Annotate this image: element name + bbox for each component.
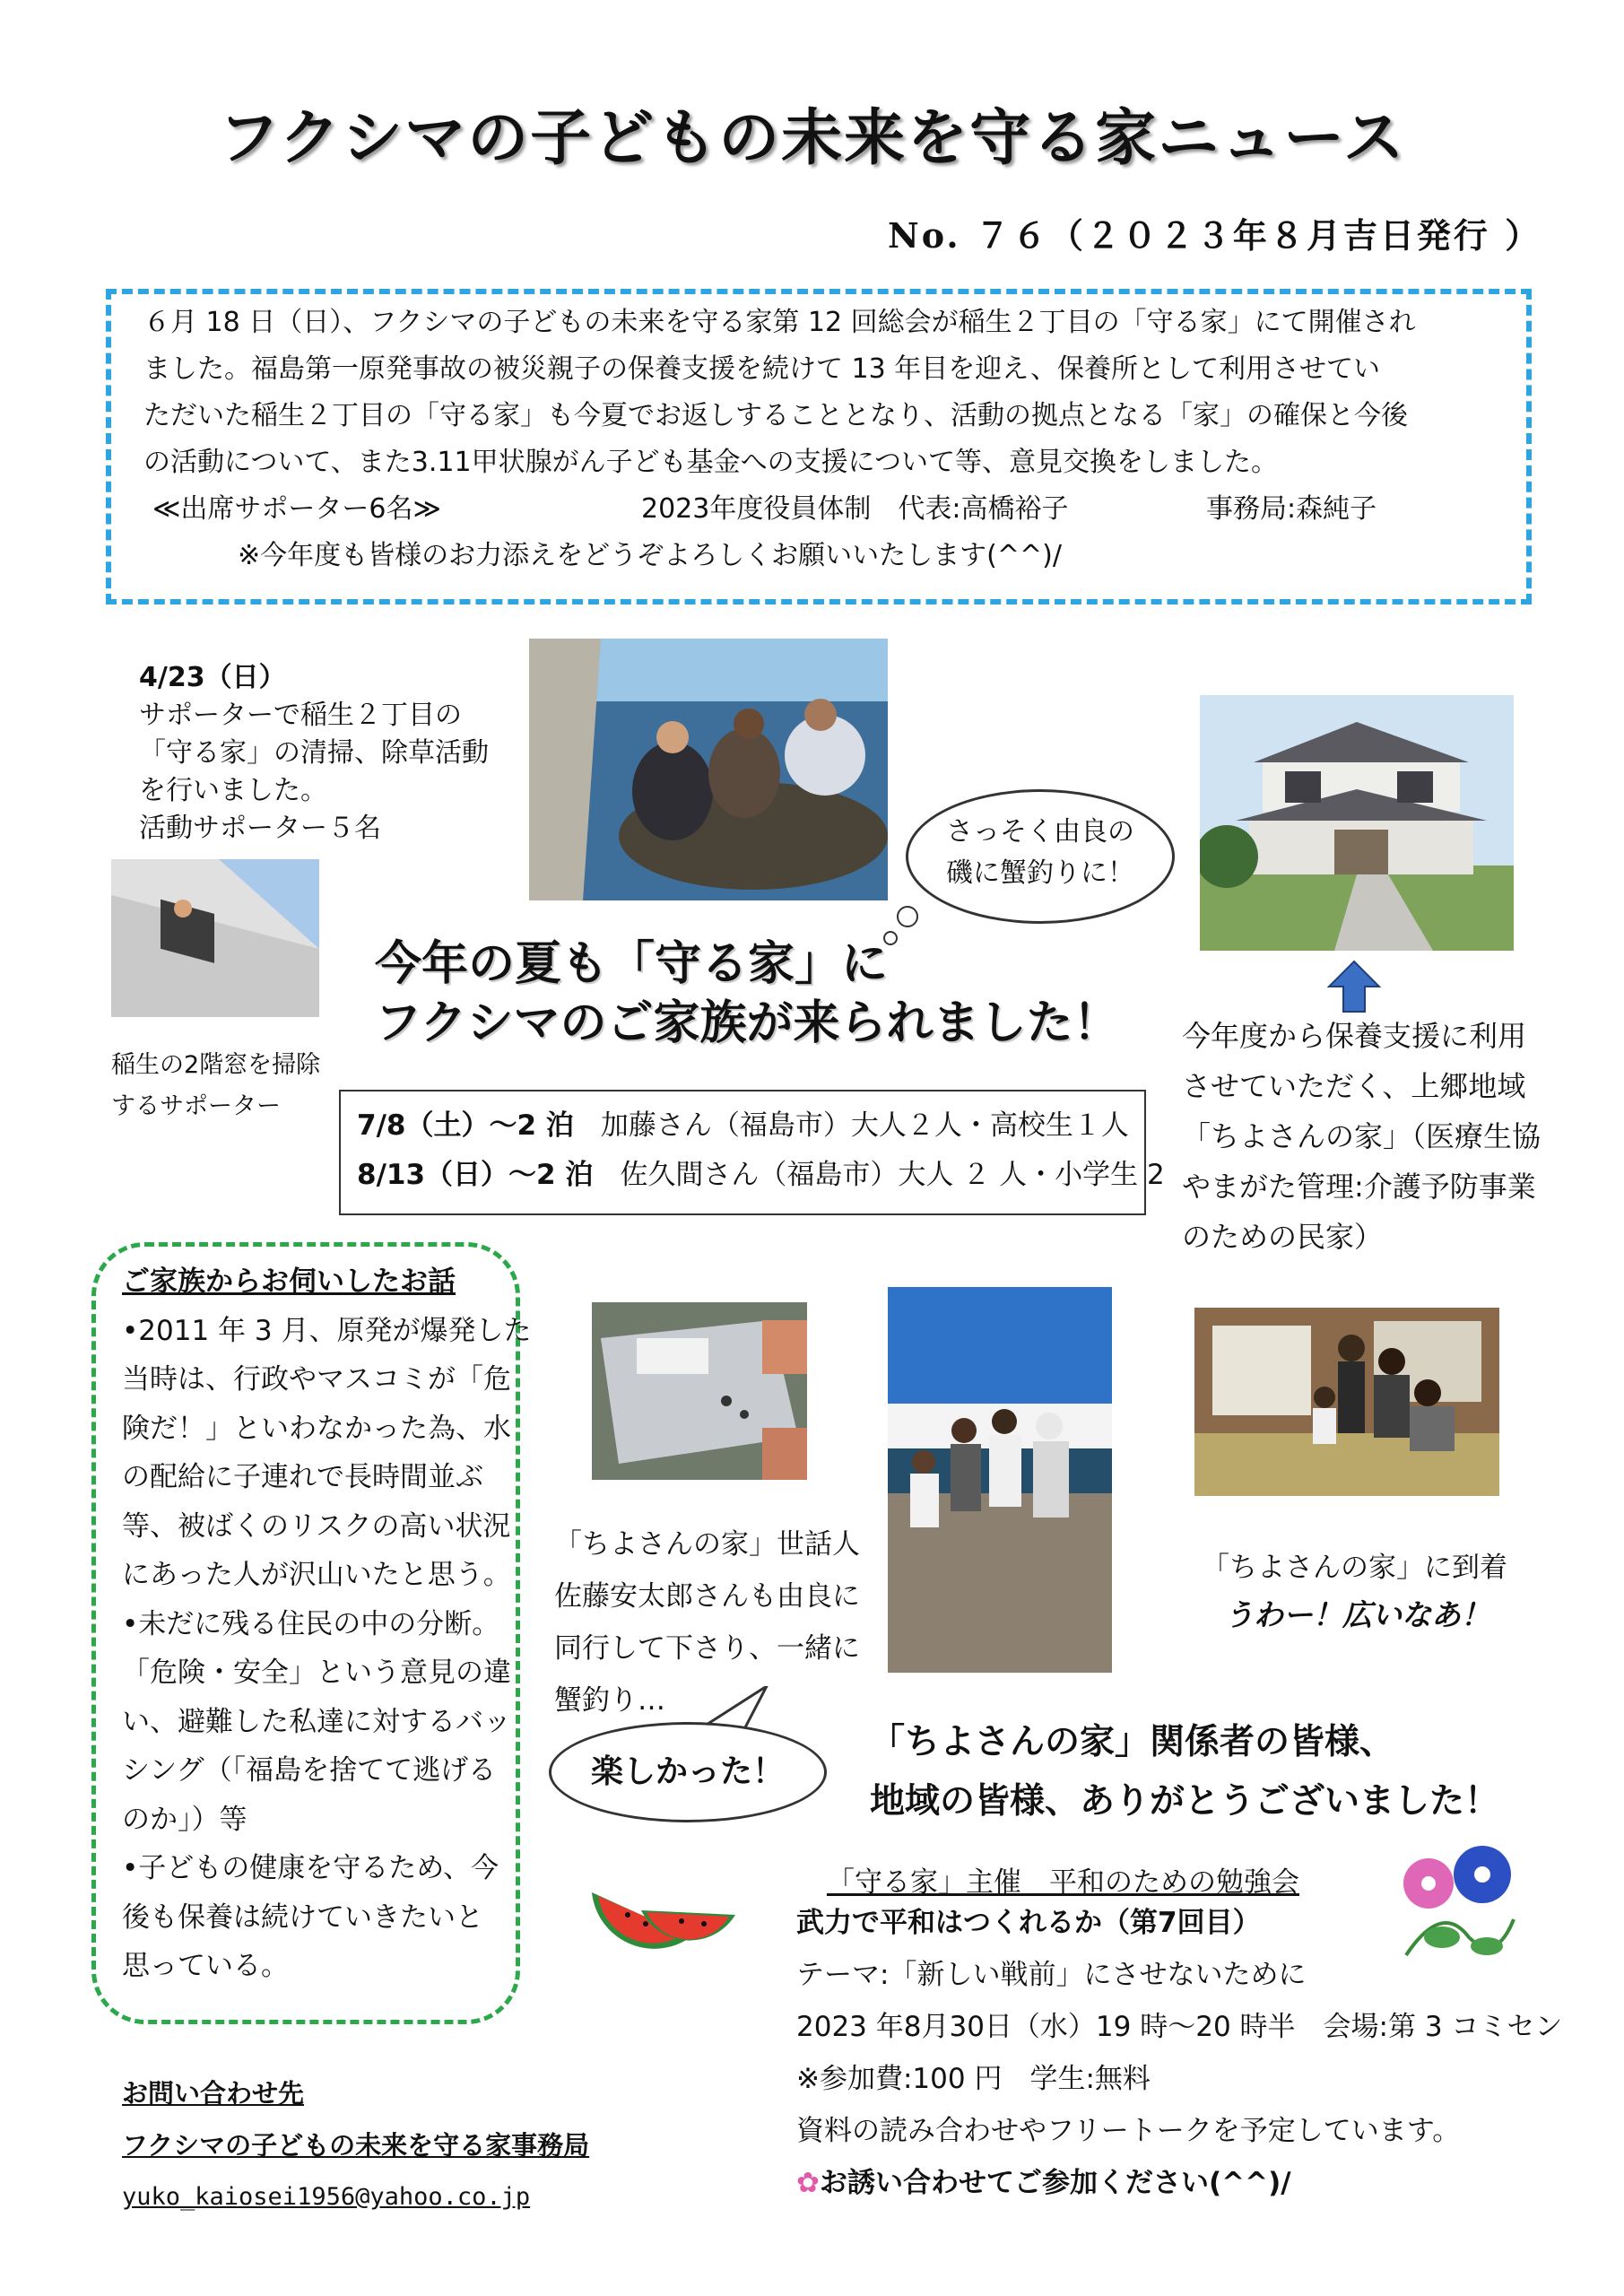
story-line: •子どもの健康を守るため、今 — [122, 1852, 499, 1884]
study-theme: テーマ:「新しい戦前」にさせないために — [796, 1959, 1307, 1991]
story-line: •未だに残る住民の中の分断。 — [122, 1607, 500, 1640]
caption-line: やまがた管理:介護予防事業 — [1182, 1170, 1536, 1204]
stay-detail: 佐久間さん（福島市）大人 ２ 人・小学生 2 — [620, 1159, 1165, 1191]
story-line: にあった人が沢山いたと思う。 — [122, 1559, 511, 1591]
intro-line: ６月 18 日（日）、フクシマの子どもの未来を守る家第 12 回総会が稲生２丁目の「守る家」にて開催され — [143, 307, 1416, 338]
study-details — [796, 1897, 1562, 2209]
flower-icon: ✿ — [796, 2167, 820, 2199]
story-line: シング（「福島を捨てて逃げる — [122, 1754, 497, 1787]
caption-line: させていただく、上郷地域 — [1182, 1069, 1526, 1103]
summer-headline — [375, 935, 1119, 1053]
story-line: 険だ！」といわなかった為、水 — [122, 1412, 511, 1445]
up-arrow-icon — [1327, 960, 1381, 1017]
study-invite-row — [796, 2157, 1562, 2209]
caption-line: するサポーター — [111, 1092, 281, 1120]
family-story — [122, 1257, 531, 1991]
study-header — [827, 1859, 1299, 1900]
newsletter-title: フクシマの子どもの未来を守る家ニュース — [218, 102, 1406, 174]
study-title: 武力で平和はつくれるか（第7回目） — [796, 1907, 1261, 1939]
story-line: •2011 年 3 月、原発が爆発した — [122, 1314, 532, 1347]
study-header-text: 「守る家」主催 平和のための勉強会 — [827, 1866, 1299, 1899]
cloud-tail — [897, 906, 918, 927]
story-line: 後も保養は続けていきたいと — [122, 1900, 483, 1934]
thanks-line: 「ちよさんの家」関係者の皆様、 — [870, 1722, 1395, 1762]
story-line: い、避難した私達に対するバッ — [122, 1705, 511, 1738]
caption-line: 「ちよさんの家」（医療生協 — [1182, 1119, 1541, 1153]
headline-line: フクシマのご家族が来られました！ — [375, 996, 1120, 1050]
story-line: 思っている。 — [122, 1950, 289, 1982]
thanks-line: 地域の皆様、ありがとうございました！ — [870, 1781, 1500, 1822]
group-seaside-photo — [888, 1287, 1112, 1673]
stay-row — [357, 1101, 1165, 1151]
watermelon-icon — [587, 1874, 740, 1968]
caption-line: 佐藤安太郎さんも由良に — [554, 1580, 860, 1613]
thanks-message — [870, 1713, 1499, 1831]
caption-line: のための民家） — [1182, 1220, 1384, 1254]
caption-line: 稲生の2階窓を掃除 — [111, 1051, 321, 1079]
headline-line: 今年の夏も「守る家」に — [375, 937, 889, 991]
stay-date: 8/13（日）～2 泊 — [357, 1159, 594, 1191]
intro-line: の活動について、また3.11甲状腺がん子ども基金への支援について等、意見交換をしました。 — [143, 447, 1278, 478]
arrival-caption: 「ちよさんの家」に到着 — [1202, 1552, 1507, 1584]
contact-section — [122, 2067, 589, 2223]
cloud-line: 磯に蟹釣りに！ — [946, 857, 1134, 889]
stay-row — [357, 1151, 1165, 1200]
caption-line: 蟹釣り… — [554, 1684, 665, 1717]
intro-closing: ※今年度も皆様のお力添えをどうぞよろしくお願いいたします(^^)/ — [238, 540, 1062, 571]
study-fee: ※参加費:100 円 学生:無料 — [796, 2063, 1151, 2095]
stay-date: 7/8（土）～2 泊 — [357, 1109, 574, 1142]
intro-line: ただいた稲生２丁目の「守る家」も今夏でお返しすることとなり、活動の拠点となる「家」の確保と今後 — [143, 400, 1408, 431]
crab-fishing-photo — [529, 639, 888, 900]
window-cleaning-photo — [111, 859, 319, 1017]
contact-email[interactable]: yuko_kaiosei1956@yahoo.co.jp — [122, 2183, 531, 2211]
stay-detail: 加藤さん（福島市）大人２人・高校生１人 — [600, 1109, 1129, 1142]
crab-thought-cloud — [906, 789, 1175, 924]
issue-number: No. ７６（２０２３年８月吉日発行 ） — [888, 215, 1542, 256]
caption-line: 同行して下さり、一緒に — [554, 1632, 860, 1665]
story-line: の配給に子連れで長時間並ぶ — [122, 1461, 483, 1493]
crab-container-photo — [592, 1302, 807, 1480]
cleanup-line: 活動サポーター５名 — [139, 813, 381, 844]
study-note: 資料の読み合わせやフリートークを予定しています。 — [796, 2115, 1461, 2147]
attendees: ≪出席サポーター6名≫ — [152, 493, 441, 525]
fun-speech-bubble: 楽しかった！ — [549, 1722, 827, 1822]
intro-text — [143, 300, 1507, 579]
chiyo-house-photo — [1200, 695, 1514, 951]
caption-line: 「ちよさんの家」世話人 — [554, 1528, 860, 1561]
arrival-room-photo — [1194, 1308, 1499, 1496]
secretariat: 事務局:森純子 — [1206, 493, 1377, 525]
cleanup-text — [139, 659, 489, 848]
cleanup-line: サポーターで稲生２丁目の — [139, 700, 462, 731]
cleanup-line: を行いました。 — [139, 775, 327, 806]
cleanup-line: 「守る家」の清掃、除草活動 — [139, 737, 489, 769]
officers: 2023年度役員体制 代表:高橋裕子 — [641, 493, 1069, 525]
window-caption — [111, 1045, 320, 1127]
intro-line: ました。福島第一原発事故の被災親子の保養支援を続けて 13 年目を迎え、保養所として利用させてい — [143, 353, 1381, 385]
story-line: のか」）等 — [122, 1803, 248, 1836]
contact-heading: お問い合わせ先 — [122, 2078, 305, 2109]
story-line: 「危険・安全」という意見の違 — [122, 1657, 511, 1689]
story-line: 等、被ばくのリスクの高い状況 — [122, 1509, 511, 1543]
arrival-exclaim: うわー！広いなあ！ — [1224, 1597, 1490, 1632]
cloud-line: さっそく由良の — [946, 816, 1134, 848]
study-datetime: 2023 年8月30日（水）19 時～20 時半 会場:第 3 コミセン — [796, 2011, 1563, 2043]
stays-list — [357, 1101, 1165, 1200]
house-caption — [1182, 1011, 1541, 1262]
study-invite: お誘い合わせてご参加ください(^^)/ — [819, 2167, 1291, 2199]
cleanup-date: 4/23（日） — [139, 662, 286, 693]
story-line: 当時は、行政やマスコミが「危 — [122, 1363, 511, 1396]
family-story-heading: ご家族からお伺いしたお話 — [122, 1265, 456, 1298]
contact-org: フクシマの子どもの未来を守る家事務局 — [122, 2130, 590, 2161]
caption-line: 今年度から保養支援に利用 — [1182, 1019, 1527, 1053]
